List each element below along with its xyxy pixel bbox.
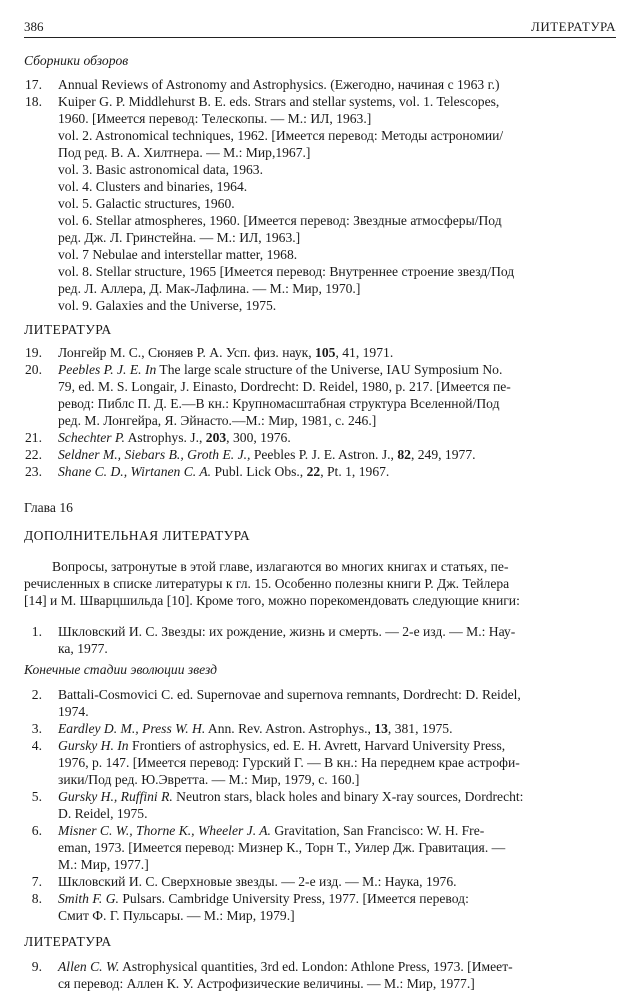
ref-source: Publ. Lick Obs., [211, 464, 307, 479]
ref-number: 22. [25, 447, 42, 462]
chapter-label: Глава 16 [24, 500, 73, 515]
ref-text [58, 720, 452, 737]
ref-text: Annual Reviews of Astronomy and Astrophysics. (Ежегодно, начиная с 1963 г.) [58, 77, 500, 92]
ref-text: Под ред. В. А. Хилтнера. — М.: Мир,1967.] [58, 145, 311, 160]
ref-author: Allen C. W. [58, 959, 120, 974]
ref-text: vol. 8. Stellar structure, 1965 [Имеется перевод: Внутреннее строение звезд/Под [58, 264, 515, 279]
ref-text [58, 958, 513, 975]
ref-text: Kuiper G. P. Middlehurst B. E. eds. Strars and stellar systems, vol. 1. Telescopes, [58, 94, 500, 109]
ref-pages: , 381, 1975. [387, 721, 453, 736]
ref-number: 2. [31, 687, 42, 702]
ref-text: ся перевод: Аллен К. У. Астрофизические величины. — М.: Мир, 1977.] [58, 976, 475, 991]
ref-source: Astrophys. J., [124, 430, 206, 445]
ref-text: Шкловский И. С. Звезды: их рождение, жизнь и смерть. — 2-е изд. — М.: Нау- [58, 624, 516, 639]
ref-source: Peebles P. J. E. Astron. J., [250, 447, 398, 462]
ref-author: Misner C. W., Thorne K., Wheeler J. A. [58, 823, 271, 838]
ref-text: ред. Л. Аллера, Д. Мак-Лафлина. — М.: Мир, 1970.] [58, 281, 361, 296]
ref-source: Лонгейр М. С., Сюняев Р. А. Усп. физ. наук, [58, 345, 316, 360]
ref-author: Smith F. G. [58, 891, 119, 906]
ref-number: 7. [31, 874, 42, 889]
ref-number: 3. [31, 721, 42, 736]
ref-text [58, 822, 484, 839]
ref-text: vol. 3. Basic astronomical data, 1963. [58, 162, 263, 177]
ref-text: Шкловский И. С. Сверхновые звезды. — 2-е изд. — М.: Наука, 1976. [58, 874, 457, 889]
section-heading-extra-literature: ДОПОЛНИТЕЛЬНАЯ ЛИТЕРАТУРА [24, 528, 251, 543]
ref-author: Gursky H., Ruffini R. [58, 789, 173, 804]
ref-text: 1976, p. 147. [Имеется перевод: Гурский Г. — В кн.: На переднем крае астрофи- [58, 755, 520, 770]
ref-source: The large scale structure of the Universe, IAU Symposium No. [156, 362, 503, 377]
ref-number: 9. [31, 959, 42, 974]
ref-text: vol. 5. Galactic structures, 1960. [58, 196, 235, 211]
ref-author: Schechter P. [58, 430, 125, 445]
ref-text: vol. 6. Stellar atmospheres, 1960. [Имеется перевод: Звездные атмосферы/Под [58, 213, 502, 228]
ref-text: Battali-Cosmovici C. ed. Supernovae and supernova remnants, Dordrecht: D. Reidel, [58, 687, 521, 702]
ref-text [58, 361, 502, 378]
running-head [24, 16, 616, 36]
ref-source: Gravitation, San Francisco: W. H. Fre- [270, 823, 485, 838]
ref-text: 79, ed. M. S. Longair, J. Einasto, Dordrecht: D. Reidel, 1980, p. 217. [Имеется пе- [58, 379, 511, 394]
ref-volume: 13 [374, 721, 388, 736]
paragraph-text: Вопросы, затронутые в этой главе, излагаются во многих книгах и статьях, пе- [52, 559, 509, 574]
section-heading-reviews: Сборники обзоров [24, 53, 129, 68]
ref-author: Eardley D. M., Press W. H. [58, 721, 206, 736]
ref-author: Seldner M., Siebars B., Groth E. J., [58, 447, 251, 462]
ref-number: 1. [31, 624, 42, 639]
ref-text: М.: Мир, 1977.] [58, 857, 149, 872]
ref-text: vol. 2. Astronomical techniques, 1962. [Имеется перевод: Методы астрономии/ [58, 128, 504, 143]
ref-author: Gursky H. In [58, 738, 129, 753]
section-heading-final-stages: Конечные стадии эволюции звезд [24, 662, 217, 677]
ref-text [58, 429, 291, 446]
ref-text [58, 788, 523, 805]
header-rule [24, 37, 616, 38]
ref-number: 20. [25, 362, 42, 377]
ref-author: Peebles P. J. E. In [58, 362, 157, 377]
ref-number: 23. [25, 464, 42, 479]
ref-text: 1960. [Имеется перевод: Телескопы. — М.: ИЛ, 1963.] [58, 111, 372, 126]
ref-text: vol. 7 Nebulae and interstellar matter, 1968. [58, 247, 298, 262]
ref-text [58, 463, 389, 480]
ref-text [58, 344, 393, 361]
ref-pages: , 300, 1976. [226, 430, 291, 445]
ref-text: Смит Ф. Г. Пульсары. — М.: Мир, 1979.] [58, 908, 295, 923]
ref-text [58, 890, 469, 907]
ref-source: Astrophysical quantities, 3rd ed. London: Athlone Press, 1973. [Имеет- [119, 959, 513, 974]
ref-number: 19. [25, 345, 42, 360]
ref-pages: , 41, 1971. [335, 345, 394, 360]
ref-pages: , 249, 1977. [410, 447, 476, 462]
ref-volume: 105 [315, 345, 336, 360]
ref-text: ред. Дж. Л. Гринстейна. — М.: ИЛ, 1963.] [58, 230, 301, 245]
ref-text: vol. 9. Galaxies and the Universe, 1975. [58, 298, 277, 313]
ref-number: 6. [31, 823, 42, 838]
ref-number: 5. [31, 789, 42, 804]
ref-source: Pulsars. Cambridge University Press, 1977. [Имеется перевод: [118, 891, 469, 906]
ref-number: 18. [25, 94, 42, 109]
ref-number: 4. [31, 738, 42, 753]
ref-volume: 22 [306, 464, 321, 479]
ref-text [58, 737, 505, 754]
ref-text [58, 446, 476, 463]
ref-text: ревод: Пиблс П. Д. Е.—В кн.: Крупномасштабная структура Вселенной/Под [58, 396, 500, 411]
section-heading-literature-2: ЛИТЕРАТУРА [24, 934, 112, 949]
ref-text: ред. М. Лонгейра, Я. Эйнасто.—М.: Мир, 1981, с. 246.] [58, 413, 377, 428]
ref-number: 21. [25, 430, 42, 445]
paragraph-text: речисленных в списке литературы к гл. 15. Особенно полезны книги Р. Дж. Тейлера [24, 576, 510, 591]
ref-text: D. Reidel, 1975. [58, 806, 148, 821]
paragraph-text: [14] и М. Шварцшильда [10]. Кроме того, можно порекомендовать следующие книги: [24, 593, 520, 608]
ref-text: 1974. [58, 704, 89, 719]
running-title: ЛИТЕРАТУРА [531, 19, 616, 34]
page-number: 386 [24, 19, 44, 34]
ref-text: vol. 4. Clusters and binaries, 1964. [58, 179, 248, 194]
ref-number: 8. [31, 891, 42, 906]
ref-source: Ann. Rev. Astron. Astrophys., [205, 721, 375, 736]
ref-source: Frontiers of astrophysics, ed. E. H. Avrett, Harvard University Press, [128, 738, 506, 753]
ref-volume: 82 [397, 447, 411, 462]
ref-pages: , Pt. 1, 1967. [320, 464, 390, 479]
ref-volume: 203 [205, 430, 227, 445]
ref-text: eman, 1973. [Имеется перевод: Мизнер К., Торн Т., Уилер Дж. Гравитация. — [58, 840, 506, 855]
ref-text: ка, 1977. [58, 641, 108, 656]
section-heading-literature: ЛИТЕРАТУРА [24, 322, 112, 337]
ref-source: Neutron stars, black holes and binary X-ray sources, Dordrecht: [172, 789, 524, 804]
ref-number: 17. [25, 77, 42, 92]
ref-author: Shane C. D., Wirtanen C. A. [58, 464, 212, 479]
ref-text: зики/Под ред. Ю.Эвретта. — М.: Мир, 1979, с. 160.] [58, 772, 360, 787]
